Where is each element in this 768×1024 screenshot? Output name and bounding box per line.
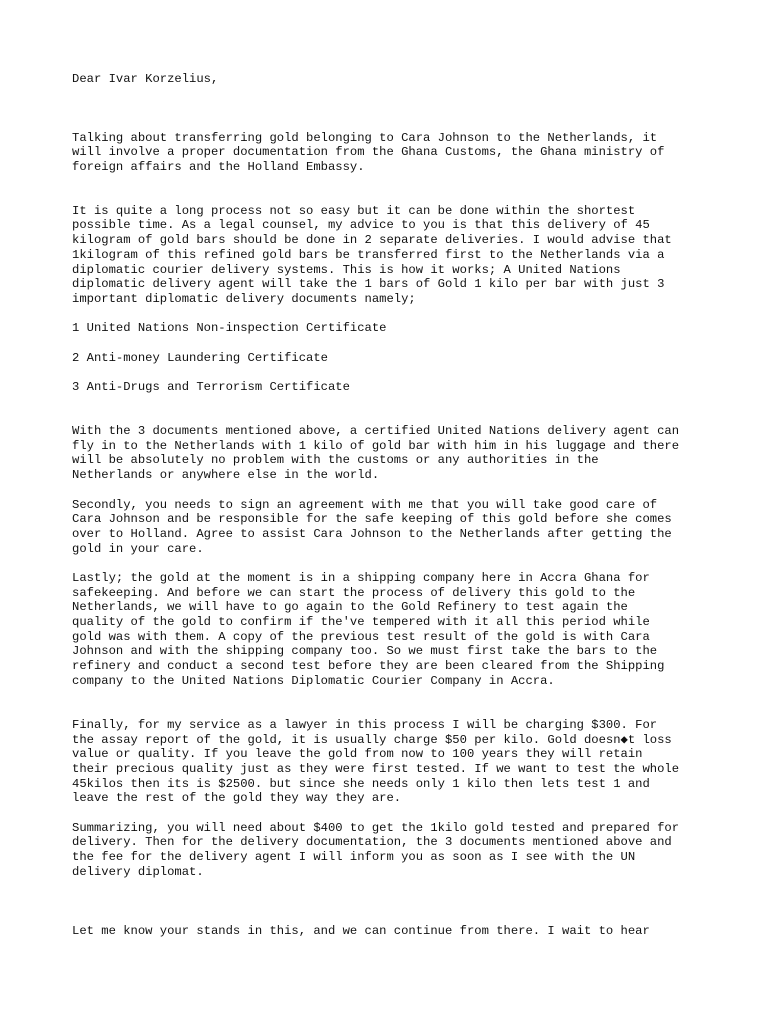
text-line: kilogram of gold bars should be done in 2 separate deliveries. I would advise that — [72, 233, 672, 248]
text-line: diplomatic delivery agent will take the 1 bars of Gold 1 kilo per bar with just 3 — [72, 277, 665, 292]
text-line: diplomatic courier delivery systems. This is how it works; A United Nations — [72, 262, 621, 277]
list-item — [72, 380, 712, 395]
letter-page — [72, 72, 712, 938]
text-line: the assay report of the gold, it is usually charge $50 per kilo. Gold doesn◆t loss — [72, 732, 672, 747]
text-line: gold was with them. A copy of the previous test result of the gold is with Cara — [72, 629, 650, 644]
text-line: 45kilos then its is $2500. but since she needs only 1 kilo then lets test 1 and — [72, 776, 650, 791]
text-line: Johnson and with the shipping company too. So we must first take the bars to the — [72, 644, 658, 659]
text-line: With the 3 documents mentioned above, a certified United Nations delivery agent can — [72, 424, 680, 439]
text-line: company to the United Nations Diplomatic Courier Company in Accra. — [72, 673, 555, 688]
text-line: Netherlands or anywhere else in the world. — [72, 468, 380, 483]
text-line: delivery diplomat. — [72, 864, 204, 879]
text-line: Cara Johnson and be responsible for the safe keeping of this gold before she comes — [72, 512, 672, 527]
text-line: important diplomatic delivery documents namely; — [72, 291, 416, 306]
text-line: Lastly; the gold at the moment is in a shipping company here in Accra Ghana for — [72, 570, 650, 585]
list-item — [72, 321, 712, 336]
text-line: gold in your care. — [72, 541, 204, 556]
list-item-text: 3 Anti-Drugs and Terrorism Certificate — [72, 380, 350, 394]
paragraph-agreement — [72, 498, 712, 557]
paragraph-documents-effect — [72, 424, 712, 483]
salutation-text: Dear Ivar Korzelius, — [72, 72, 219, 86]
text-line: leave the rest of the gold they way they are. — [72, 791, 402, 806]
text-line: Talking about transferring gold belonging to Cara Johnson to the Netherlands, it — [72, 130, 658, 145]
text-line: possible time. As a legal counsel, my advice to you is that this delivery of 45 — [72, 218, 650, 233]
paragraph-delivery-process — [72, 204, 712, 307]
text-line: will involve a proper documentation from the Ghana Customs, the Ghana ministry of — [72, 145, 665, 160]
text-line: quality of the gold to confirm if the've tempered with it all this period while — [72, 615, 650, 630]
text-line: refinery and conduct a second test before they are been cleared from the Shipping — [72, 659, 665, 674]
text-line: safekeeping. And before we can start the process of delivery this gold to the — [72, 585, 636, 600]
text-line: fly in to the Netherlands with 1 kilo of gold bar with him in his luggage and there — [72, 438, 680, 453]
paragraph-fees — [72, 718, 712, 806]
list-item-text: 1 United Nations Non-inspection Certificate — [72, 321, 387, 336]
paragraph-closing — [72, 924, 712, 939]
text-line: It is quite a long process not so easy but it can be done within the shortest — [72, 203, 636, 218]
paragraph-safekeeping — [72, 571, 712, 689]
text-line: over to Holland. Agree to assist Cara Johnson to the Netherlands after getting the — [72, 526, 672, 541]
text-line: Summarizing, you will need about $400 to get the 1kilo gold tested and prepared for — [72, 820, 680, 835]
list-item-text: 2 Anti-money Laundering Certificate — [72, 350, 328, 365]
text-line: will be absolutely no problem with the customs or any authorities in the — [72, 453, 599, 468]
text-line: Finally, for my service as a lawyer in this process I will be charging $300. For — [72, 717, 658, 732]
text-line: value or quality. If you leave the gold from now to 100 years they will retain — [72, 747, 643, 762]
text-line: 1kilogram of this refined gold bars be transferred first to the Netherlands via a — [72, 247, 665, 262]
text-line: their precious quality just as they were first tested. If we want to test the whole — [72, 761, 680, 776]
text-line: Let me know your stands in this, and we can continue from there. I wait to hear — [72, 923, 650, 938]
paragraph-gold-transfer-documentation — [72, 131, 712, 175]
text-line: foreign affairs and the Holland Embassy. — [72, 160, 365, 175]
salutation — [72, 72, 712, 87]
text-line: delivery. Then for the delivery documentation, the 3 documents mentioned above and — [72, 835, 672, 850]
text-line: Secondly, you needs to sign an agreement with me that you will take good care of — [72, 497, 658, 512]
paragraph-summary — [72, 821, 712, 880]
list-item — [72, 351, 712, 366]
text-line: the fee for the delivery agent I will inform you as soon as I see with the UN — [72, 850, 636, 865]
text-line: Netherlands, we will have to go again to the Gold Refinery to test again the — [72, 600, 628, 615]
